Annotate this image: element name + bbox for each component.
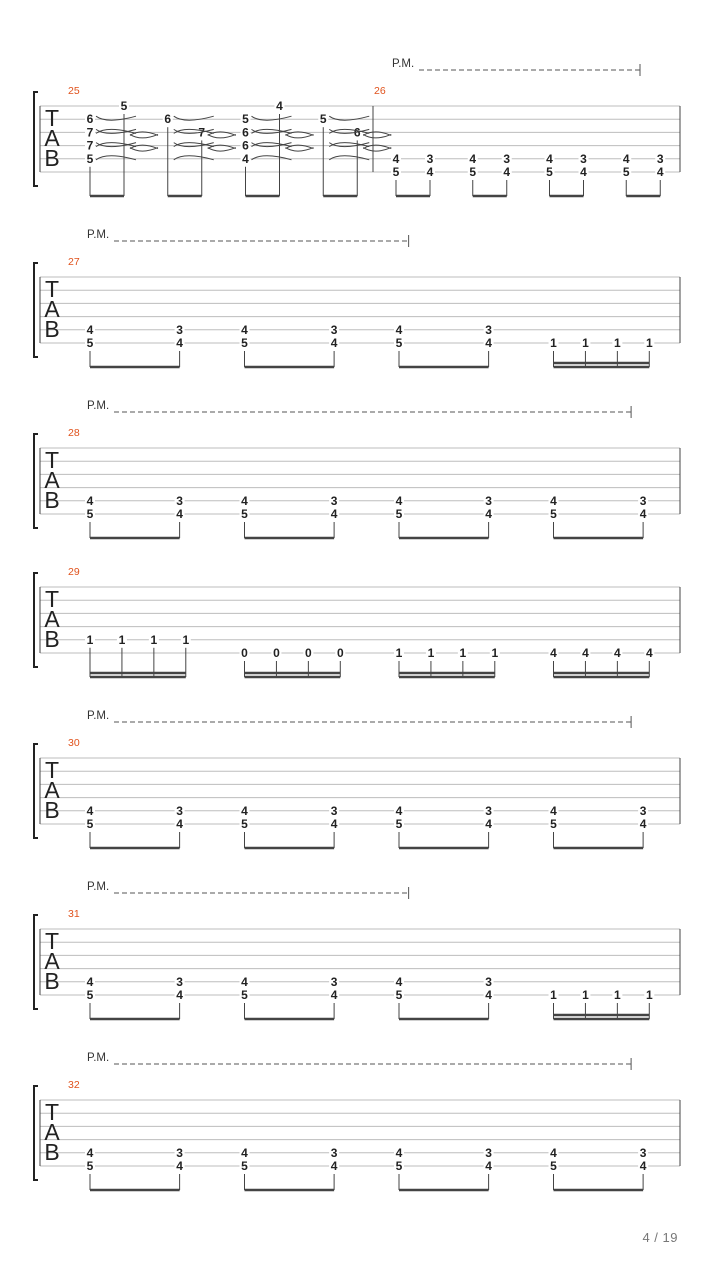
measure <box>68 400 648 538</box>
fret-number: 3 <box>176 803 183 818</box>
fret-number: 4 <box>241 322 248 337</box>
fret-number: 4 <box>426 165 434 179</box>
fret-number: 5 <box>86 151 94 166</box>
fret-number: 5 <box>395 507 403 521</box>
tab-clef-letter: A <box>44 125 60 151</box>
fret-number: 4 <box>86 493 94 508</box>
fret-number: 5 <box>120 99 128 113</box>
measure <box>68 881 654 1019</box>
fret-number: 1 <box>182 632 190 647</box>
fret-number: 4 <box>485 336 492 350</box>
beam-group <box>163 112 236 196</box>
fret-number: 1 <box>395 646 403 660</box>
tab-system <box>34 58 680 196</box>
measure-number: 27 <box>68 256 80 268</box>
tab-clef-letter: T <box>44 586 60 612</box>
fret-number: 5 <box>241 817 248 831</box>
tab-clef-letter: A <box>44 777 60 803</box>
fret-number: 5 <box>86 1159 94 1173</box>
fret-number: 3 <box>330 322 338 337</box>
legato-arc <box>286 134 314 138</box>
measure <box>373 58 665 196</box>
palm-mute-label: P.M. <box>87 1052 110 1064</box>
beam-group <box>549 336 655 367</box>
beam-group <box>549 646 655 677</box>
system-bracket <box>34 1086 38 1180</box>
fret-number: 3 <box>485 322 492 337</box>
fret-number: 4 <box>330 507 338 521</box>
fret-number: 0 <box>336 646 344 660</box>
tab-clef-letter: A <box>44 296 60 322</box>
fret-number: 1 <box>645 336 653 350</box>
fret-number: 1 <box>614 336 621 350</box>
tab-clef-letter: A <box>44 948 60 974</box>
beam-group <box>85 99 158 196</box>
fret-number: 3 <box>639 493 647 508</box>
fret-number: 3 <box>485 1145 492 1160</box>
fret-number: 4 <box>176 336 183 350</box>
tab-clef-letter: T <box>44 276 60 302</box>
fret-number: 4 <box>550 1145 557 1160</box>
tab-system <box>34 881 680 1019</box>
fret-number: 5 <box>86 988 94 1002</box>
fret-number: 1 <box>614 988 621 1002</box>
measure <box>68 566 654 677</box>
fret-number: 3 <box>485 974 492 989</box>
tab-clef-letter: T <box>44 105 60 131</box>
fret-number: 4 <box>639 1159 647 1173</box>
measure-number: 29 <box>68 566 80 578</box>
fret-number: 5 <box>86 336 94 350</box>
system-bracket <box>34 915 38 1009</box>
fret-number: 6 <box>242 138 249 153</box>
fret-number: 4 <box>485 988 492 1002</box>
fret-number: 4 <box>392 151 400 166</box>
fret-number: 3 <box>176 974 183 989</box>
fret-number: 4 <box>639 817 647 831</box>
fret-number: 6 <box>353 125 361 140</box>
fret-number: 6 <box>242 125 249 140</box>
tab-system <box>34 566 680 677</box>
fret-number: 3 <box>485 493 492 508</box>
fret-number: 4 <box>276 99 283 113</box>
legato-arc <box>208 148 236 152</box>
fret-number: 0 <box>305 646 312 660</box>
fret-number: 7 <box>86 138 94 153</box>
fret-number: 5 <box>622 165 630 179</box>
fret-number: 5 <box>241 1159 248 1173</box>
measure-number: 30 <box>68 737 80 749</box>
fret-number: 5 <box>469 165 477 179</box>
fret-number: 4 <box>330 988 338 1002</box>
fret-number: 4 <box>645 646 653 660</box>
fret-number: 5 <box>86 817 94 831</box>
tab-clef-letter: T <box>44 928 60 954</box>
fret-number: 4 <box>330 336 338 350</box>
fret-number: 4 <box>580 165 587 179</box>
page-number: 4 / 19 <box>642 1230 678 1245</box>
fret-number: 4 <box>86 974 94 989</box>
beam-group <box>394 646 500 677</box>
fret-number: 1 <box>118 632 126 647</box>
legato-arc <box>286 148 314 152</box>
fret-number: 4 <box>639 507 647 521</box>
fret-number: 4 <box>241 974 248 989</box>
fret-number: 4 <box>395 803 403 818</box>
fret-number: 3 <box>639 803 647 818</box>
legato-arc <box>130 134 158 138</box>
fret-number: 5 <box>392 165 400 179</box>
fret-number: 5 <box>395 817 403 831</box>
fret-number: 4 <box>395 493 403 508</box>
fret-number: 3 <box>330 493 338 508</box>
fret-number: 4 <box>176 988 183 1002</box>
system-bracket <box>34 744 38 838</box>
fret-number: 4 <box>176 1159 183 1173</box>
fret-number: 1 <box>427 646 435 660</box>
fret-number: 5 <box>241 507 248 521</box>
tab-clef-letter: B <box>44 626 60 652</box>
tab-clef-letter: T <box>44 1099 60 1125</box>
fret-number: 5 <box>550 507 557 521</box>
fret-number: 5 <box>395 1159 403 1173</box>
fret-number: 1 <box>491 646 499 660</box>
palm-mute-label: P.M. <box>87 400 110 412</box>
fret-number: 3 <box>176 322 183 337</box>
measure <box>68 85 391 196</box>
measure-number: 32 <box>68 1079 80 1091</box>
tab-clef-letter: B <box>44 145 60 171</box>
fret-number: 4 <box>395 974 403 989</box>
fret-number: 3 <box>639 1145 647 1160</box>
fret-number: 1 <box>582 336 589 350</box>
beam-group <box>241 99 314 196</box>
fret-number: 4 <box>86 803 94 818</box>
fret-number: 1 <box>459 646 467 660</box>
palm-mute-label: P.M. <box>87 229 110 241</box>
fret-number: 5 <box>319 112 327 127</box>
fret-number: 4 <box>485 817 492 831</box>
fret-number: 5 <box>86 507 94 521</box>
tab-clef-letter: B <box>44 487 60 513</box>
beam-group <box>240 646 346 677</box>
fret-number: 5 <box>395 988 403 1002</box>
fret-number: 4 <box>86 322 94 337</box>
fret-number: 4 <box>241 1145 248 1160</box>
fret-number: 4 <box>469 151 477 166</box>
palm-mute-label: P.M. <box>87 881 110 893</box>
fret-number: 4 <box>614 646 621 660</box>
tab-clef-letter: B <box>44 797 60 823</box>
fret-number: 3 <box>485 803 492 818</box>
legato-arc <box>208 134 236 138</box>
system-bracket <box>34 92 38 186</box>
tab-clef-letter: T <box>44 757 60 783</box>
fret-number: 6 <box>86 112 94 127</box>
palm-mute-label: P.M. <box>87 710 110 722</box>
fret-number: 5 <box>546 165 553 179</box>
fret-number: 5 <box>241 336 248 350</box>
fret-number: 4 <box>330 1159 338 1173</box>
fret-number: 0 <box>273 646 280 660</box>
measure <box>68 229 654 367</box>
fret-number: 5 <box>241 988 248 1002</box>
fret-number: 5 <box>242 112 249 127</box>
fret-number: 4 <box>242 151 249 166</box>
fret-number: 4 <box>485 507 492 521</box>
fret-number: 3 <box>580 151 587 166</box>
tab-clef-letter: B <box>44 316 60 342</box>
fret-number: 6 <box>164 112 172 127</box>
beam-group <box>318 112 391 196</box>
fret-number: 3 <box>176 1145 183 1160</box>
tab-system <box>34 1052 680 1190</box>
fret-number: 3 <box>330 1145 338 1160</box>
fret-number: 4 <box>86 1145 94 1160</box>
tab-clef-letter: A <box>44 467 60 493</box>
fret-number: 4 <box>503 165 511 179</box>
fret-number: 4 <box>550 493 557 508</box>
fret-number: 4 <box>395 1145 403 1160</box>
fret-number: 4 <box>656 165 664 179</box>
fret-number: 1 <box>550 336 557 350</box>
fret-number: 4 <box>176 817 183 831</box>
tab-system <box>34 400 680 538</box>
legato-arc <box>363 148 391 152</box>
fret-number: 0 <box>241 646 248 660</box>
fret-number: 3 <box>330 803 338 818</box>
fret-number: 4 <box>330 817 338 831</box>
legato-arc <box>363 134 391 138</box>
fret-number: 1 <box>550 988 557 1002</box>
fret-number: 7 <box>198 125 206 140</box>
fret-number: 3 <box>426 151 434 166</box>
fret-number: 1 <box>645 988 653 1002</box>
fret-number: 4 <box>550 646 557 660</box>
fret-number: 1 <box>150 632 158 647</box>
measure-number: 28 <box>68 427 80 439</box>
fret-number: 3 <box>176 493 183 508</box>
fret-number: 4 <box>485 1159 492 1173</box>
fret-number: 4 <box>622 151 630 166</box>
beam-group <box>549 988 655 1019</box>
palm-mute-label: P.M. <box>392 58 415 70</box>
tab-system <box>34 710 680 848</box>
fret-number: 3 <box>503 151 511 166</box>
fret-number: 5 <box>550 1159 557 1173</box>
measure <box>68 710 648 848</box>
system-bracket <box>34 434 38 528</box>
fret-number: 4 <box>395 322 403 337</box>
legato-arc <box>130 148 158 152</box>
fret-number: 1 <box>582 988 589 1002</box>
fret-number: 3 <box>330 974 338 989</box>
fret-number: 7 <box>86 125 94 140</box>
measure-number: 25 <box>68 85 80 97</box>
measure-number: 26 <box>374 85 386 97</box>
measure <box>68 1052 648 1190</box>
fret-number: 4 <box>241 493 248 508</box>
fret-number: 4 <box>546 151 553 166</box>
tab-system <box>34 229 680 367</box>
measure-number: 31 <box>68 908 80 920</box>
fret-number: 4 <box>582 646 589 660</box>
fret-number: 3 <box>656 151 664 166</box>
tab-clef-letter: T <box>44 447 60 473</box>
fret-number: 1 <box>86 632 94 647</box>
tab-clef-letter: B <box>44 968 60 994</box>
fret-number: 5 <box>550 817 557 831</box>
fret-number: 5 <box>395 336 403 350</box>
tab-clef-letter: A <box>44 1119 60 1145</box>
fret-number: 4 <box>241 803 248 818</box>
system-bracket <box>34 263 38 357</box>
fret-number: 4 <box>176 507 183 521</box>
system-bracket <box>34 573 38 667</box>
tab-clef-letter: B <box>44 1139 60 1165</box>
fret-number: 4 <box>550 803 557 818</box>
tab-clef-letter: A <box>44 606 60 632</box>
